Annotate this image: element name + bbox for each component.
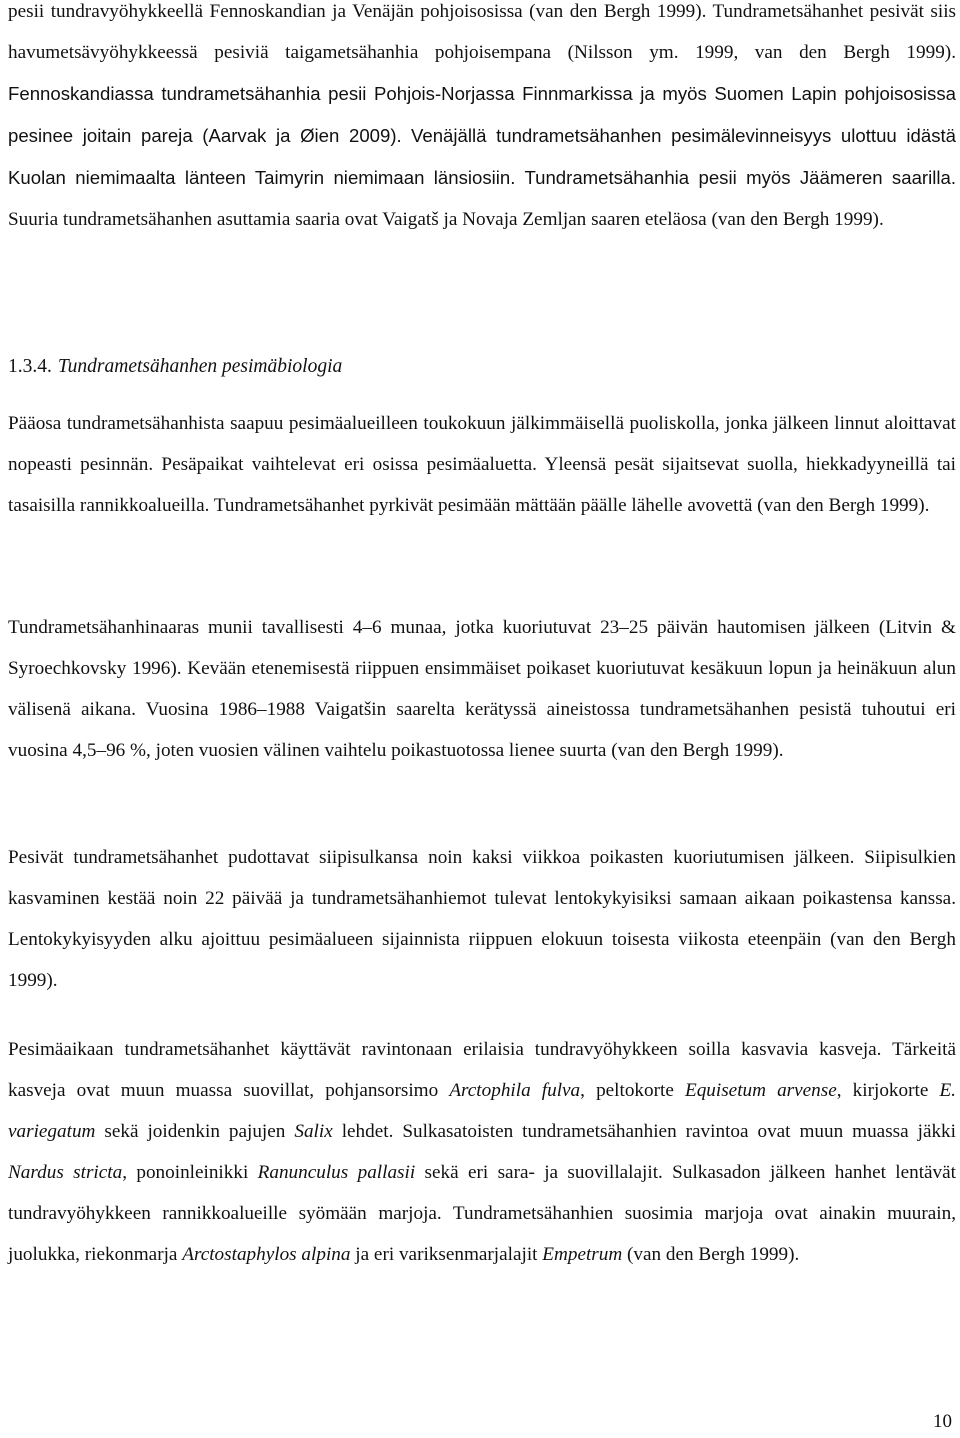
paragraph-arrival-nesting: Pääosa tundrametsähanhista saapuu pesimäalueilleen toukokuun jälkimmäisellä puoliskolla, jonka jälkeen linnut aloittavat nopeasti pesinnän. Pesäpaikat vaihtelevat eri osissa pesimäaluetta. Yleensä pesät sijaitsevat suolla, hiekkadyyneillä tai tasaisilla rannikkoalueilla. Tundrametsähanhet pyrkivät pesimään mättään päälle lähelle avovettä (van den Bergh 1999). [8, 413, 956, 516]
diet-text-6: , ponoinleinikki [122, 1161, 258, 1183]
diet-text-9: (van den Bergh 1999). [622, 1243, 800, 1265]
paragraph-diet [8, 1030, 956, 1275]
species-equisetum-arvense: Equisetum arvense [684, 1079, 837, 1101]
diet-text-2: , peltokorte [580, 1079, 685, 1101]
diet-text-5: lehdet. Sulkasatoisten tundrametsähanhien ravintoa ovat muun muassa jäkki [332, 1120, 956, 1142]
species-arctostaphylos-alpina: Arctostaphylos alpina [182, 1243, 351, 1265]
section-title: Tundrametsähanhen pesimäbiologia [57, 356, 343, 377]
species-empetrum: Empetrum [542, 1243, 623, 1265]
paragraph-eggs-hatching: Tundrametsähanhinaaras munii tavallisesti 4–6 munaa, jotka kuoriutuvat 23–25 päivän hautomisen jälkeen (Litvin & Syroechkovsky 1996). Kevään etenemisestä riippuen ensimmäiset poikaset kuoriutuvat kesäkuun lopun ja heinäkuun alun välisenä aikana. Vuosina 1986–1988 Vaigatšin saarelta kerätyssä aineistossa tundrametsähanhen pesistä tuhoutui eri vuosina 4,5–96 %, joten vuosien välinen vaihtelu poikastuotossa lienee suurta (van den Bergh 1999). [8, 617, 956, 761]
species-e-variegatum: E. variegatum [8, 1079, 956, 1142]
species-nardus-stricta: Nardus stricta [8, 1161, 123, 1183]
paragraph-distribution [8, 0, 956, 240]
diet-text-3: , kirjokorte [836, 1079, 940, 1101]
species-salix: Salix [294, 1120, 333, 1142]
page-number: 10 [933, 1411, 952, 1432]
diet-text-1: Pesimäaikaan tundrametsähanhet käyttävät ravintonaan erilaisia tundravyöhykkeen soilla kasvavia kasveja. Tärkeitä kasveja ovat muun muassa suovillat, pohjansorsimo [8, 1039, 956, 1101]
paragraph-moult: Pesivät tundrametsähanhet pudottavat siipisulkansa noin kaksi viikkoa poikasten kuoriutumisen jälkeen. Siipisulkien kasvaminen kestää noin 22 päivää ja tundrametsähanhiemot tulevat lentokykyisiksi samaan aikaan poikastensa kanssa. Lentokykyisyyden alku ajoittuu pesimäalueen sijainnista riippuen elokuun toisesta viikosta eteenpäin (van den Bergh 1999). [8, 847, 956, 991]
diet-text-8: ja eri variksenmarjalajit [350, 1243, 543, 1265]
section-heading [8, 347, 342, 387]
paragraph-distribution-s2: Fennoskandiassa tundrametsähanhia pesii Pohjois-Norjassa Finnmarkissa ja myös Suomen Lapin pohjoisosissa pesinee joitain pareja (Aarvak ja Øien 2009). [8, 82, 956, 146]
species-arctophila-fulva: Arctophila fulva [449, 1079, 581, 1101]
diet-text-4: sekä joidenkin pajujen [95, 1120, 295, 1142]
section-number: 1.3.4. [8, 356, 52, 377]
species-ranunculus-pallasii: Ranunculus pallasii [257, 1161, 416, 1183]
paragraph-distribution-s4: Suuria tundrametsähanhen asuttamia saaria ovat Vaigatš ja Novaja Zemljan saaren eteläosa (van den Bergh 1999). [8, 208, 884, 230]
paragraph-distribution-s3: Venäjällä tundrametsähanhen pesimälevinneisyys ulottuu idästä Kuolan niemimaalta länteen Taimyrin niemimaan länsiosiin. Tundrametsähanhia pesii myös Jäämeren saarilla. [8, 124, 956, 188]
paragraph-distribution-s1: pesii tundravyöhykkeellä Fennoskandian ja Venäjän pohjoisosissa (van den Bergh 1999). Tundrametsähanhet pesivät siis havumetsävyöhykkeessä pesiviä taigametsähanhia pohjoisempana (Nilsson ym. 1999, van den Bergh 1999). [8, 1, 956, 63]
diet-text-7: sekä eri sara- ja suovillalajit. Sulkasadon jälkeen hanhet lentävät tundravyöhykkeen rannikkoalueille syömään marjoja. Tundrametsähanhien suosimia marjoja ovat ainakin muurain, juolukka, riekonmarja [8, 1161, 956, 1265]
